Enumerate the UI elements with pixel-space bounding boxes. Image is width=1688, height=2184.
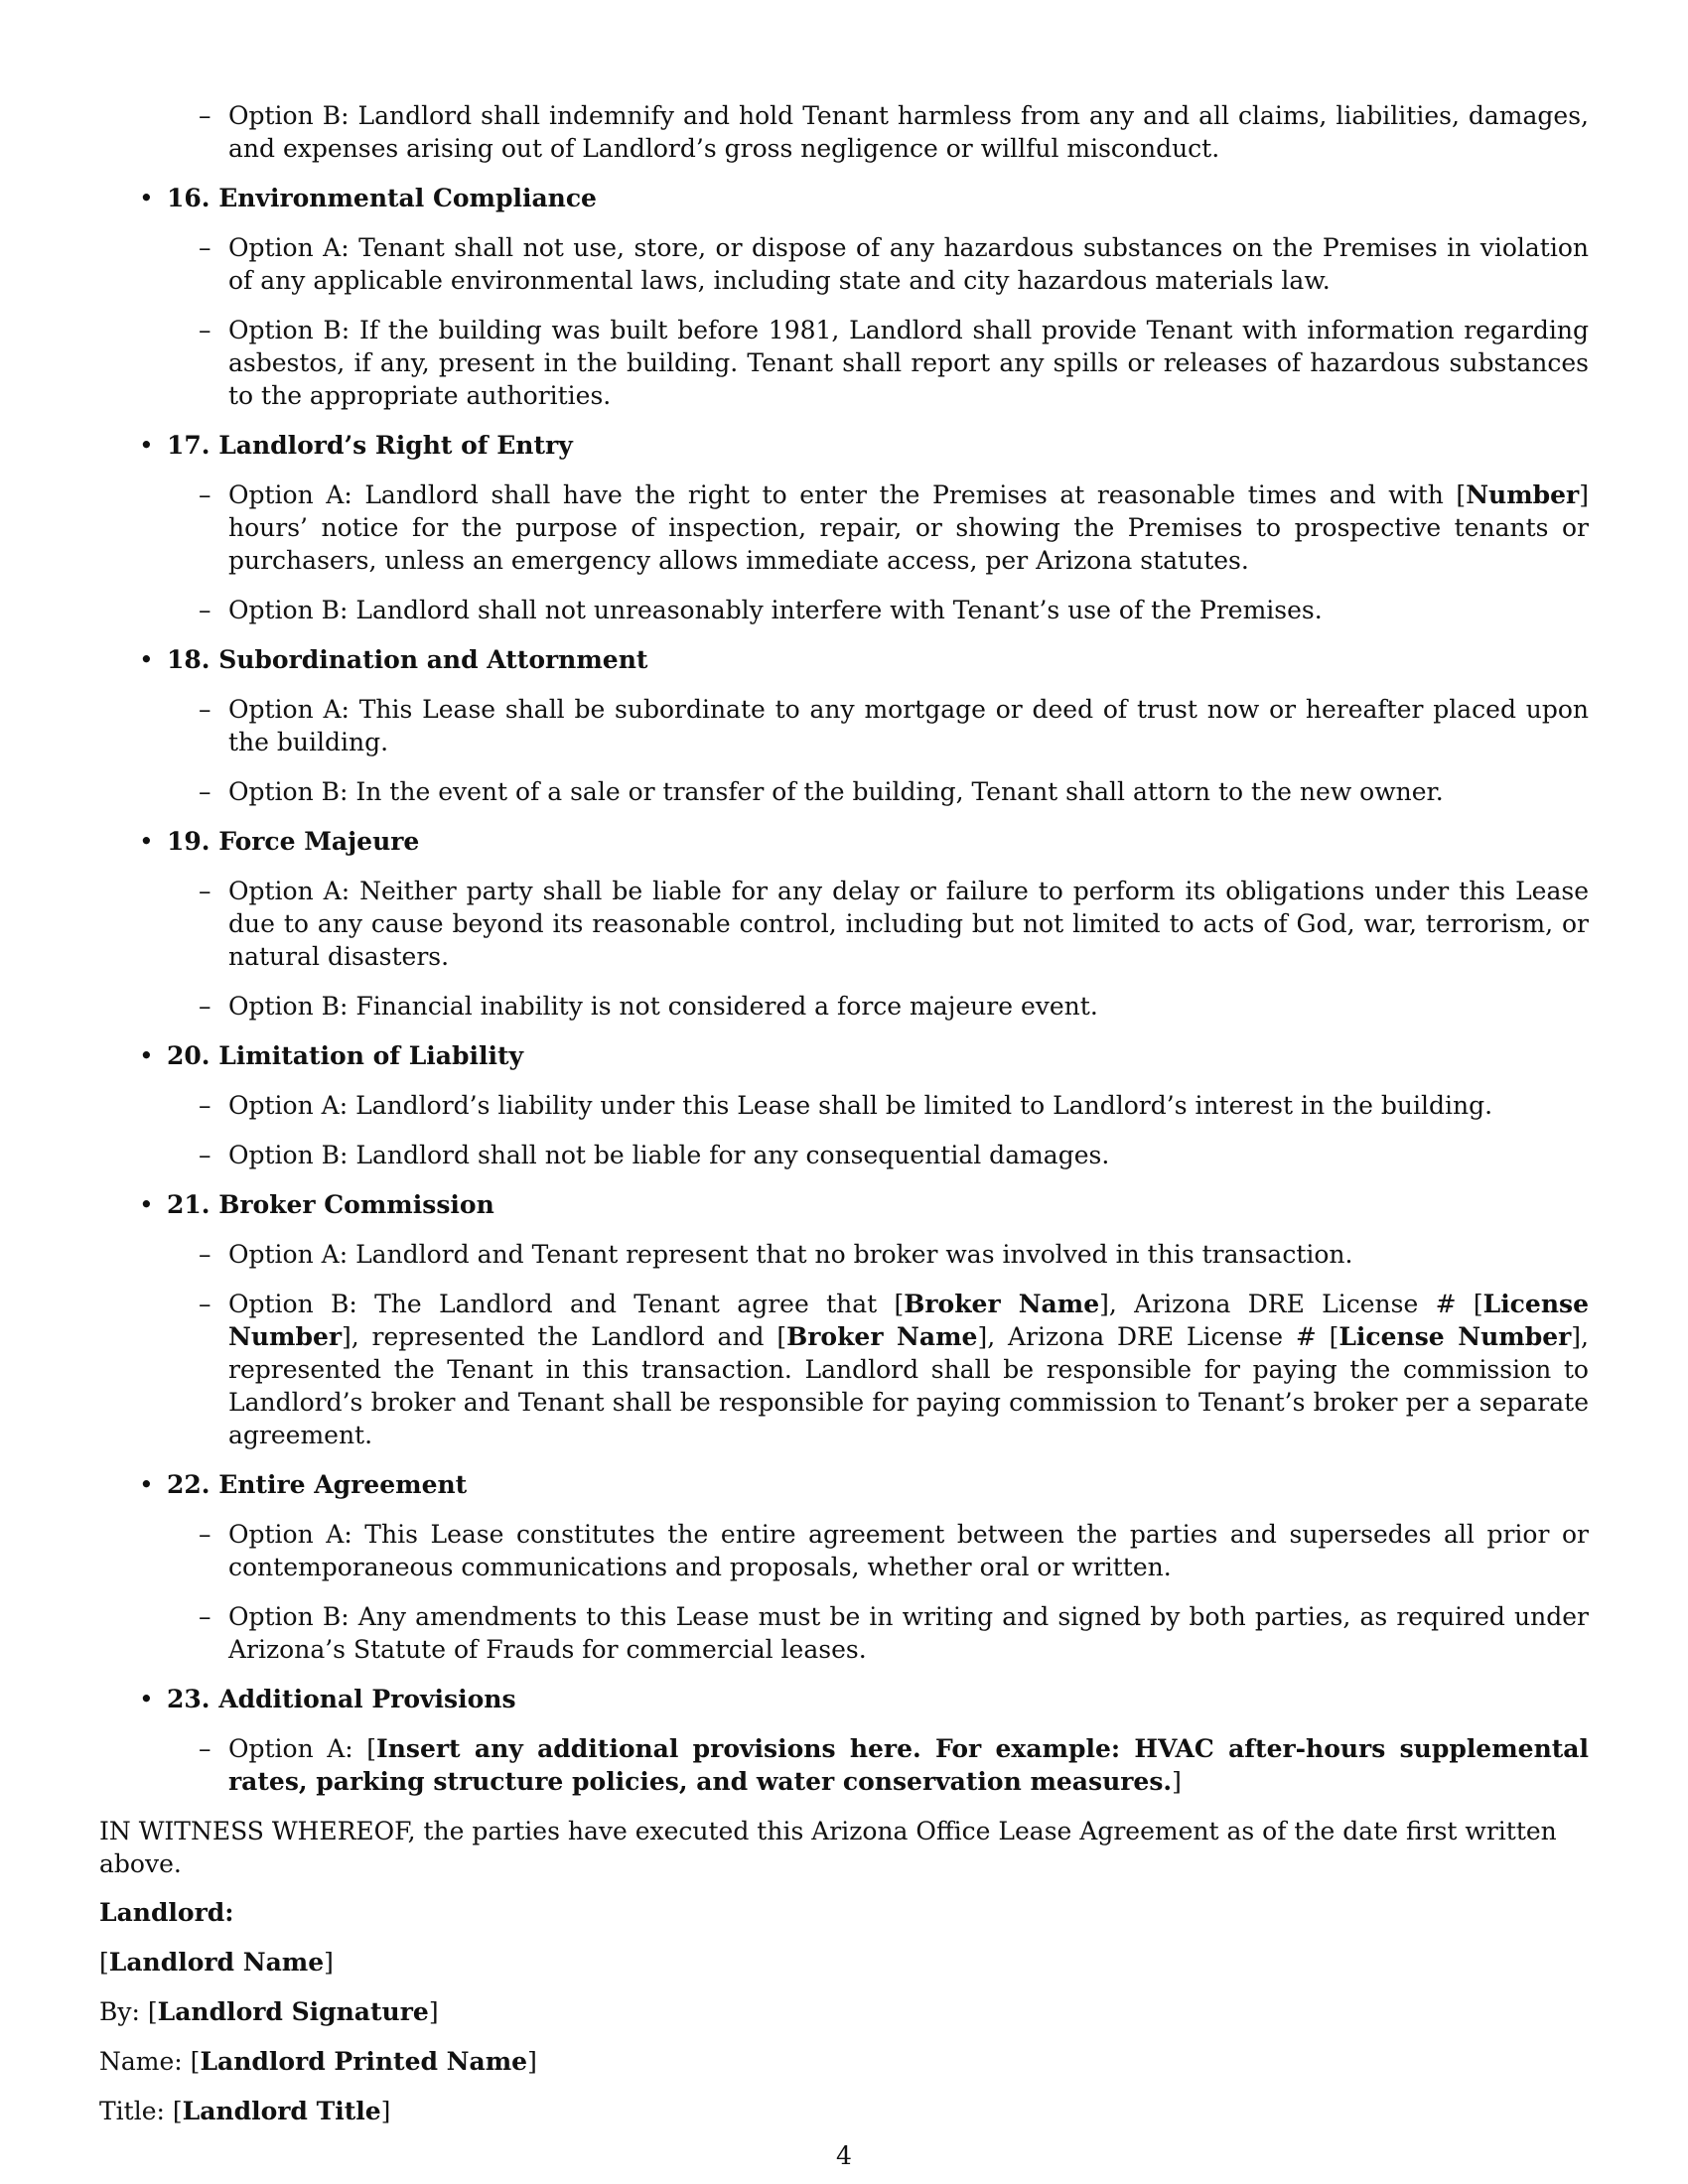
- option-text: Option B: Landlord shall not unreasonably interfere with Tenant’s use of the Premises.: [228, 596, 1323, 624]
- option-item: [199, 875, 1589, 973]
- option-item: [199, 1139, 1589, 1171]
- option-list: [167, 231, 1589, 412]
- placeholder-field: Insert any additional provisions here. For example: HVAC after-hours supplemental rates, parking structure policies, and water conservation measures.: [228, 1734, 1589, 1796]
- option-list: [167, 693, 1589, 808]
- placeholder-field: License Number: [1338, 1322, 1572, 1351]
- section-list: [99, 182, 1589, 1798]
- signature-landlord-name: [Landlord Name]: [99, 1948, 334, 1977]
- landlord-signature-placeholder: Landlord Signature: [157, 1997, 429, 2026]
- section: [139, 429, 1589, 626]
- dash-marker: –: [199, 316, 211, 344]
- option-text: ], Arizona DRE License # [: [1099, 1290, 1483, 1318]
- section-title: 21. Broker Commission: [167, 1190, 494, 1219]
- dash-marker: –: [199, 1520, 211, 1549]
- bullet-marker: •: [139, 1190, 154, 1219]
- option-item: [199, 1238, 1589, 1271]
- signature-title-line: Title: [Landlord Title]: [99, 2097, 391, 2125]
- section-title: 16. Environmental Compliance: [167, 184, 597, 212]
- option-text: Option B: Financial inability is not considered a force majeure event.: [228, 992, 1098, 1021]
- option-text: Option B: Any amendments to this Lease must be in writing and signed by both parties, as required under Arizona’s Statute of Frauds for commercial leases.: [228, 1602, 1589, 1664]
- bullet-marker: •: [139, 827, 154, 856]
- by-label: By:: [99, 1997, 140, 2026]
- option-text: Option A: Landlord’s liability under this Lease shall be limited to Landlord’s interest in the building.: [228, 1091, 1493, 1120]
- section-title: 22. Entire Agreement: [167, 1470, 468, 1499]
- option-item: [199, 478, 1589, 577]
- bullet-marker: •: [139, 184, 154, 212]
- placeholder-field: License Number: [228, 1290, 1589, 1351]
- dash-marker: –: [199, 1602, 211, 1631]
- option-item: [199, 1600, 1589, 1666]
- dash-marker: –: [199, 596, 211, 624]
- option-text: ], represented the Tenant in this transaction. Landlord shall be responsible for paying the commission to Landlord’s broker and Tenant shall be responsible for paying commission to Tenant’s broker per a separate agreement.: [228, 1322, 1589, 1449]
- section-title: 20. Limitation of Liability: [167, 1041, 524, 1070]
- option-list: [167, 875, 1589, 1023]
- section: [139, 182, 1589, 412]
- placeholder-field: Broker Name: [904, 1290, 1100, 1318]
- option-list: [167, 1518, 1589, 1666]
- signature-name-line: Name: [Landlord Printed Name]: [99, 2047, 537, 2076]
- option-text: Option A: Landlord shall have the right to enter the Premises at reasonable times and with [: [228, 480, 1467, 509]
- option-list: [167, 478, 1589, 626]
- document-page: [99, 99, 1589, 2144]
- bullet-marker: •: [139, 645, 154, 674]
- signature-by-line: By: [Landlord Signature]: [99, 1997, 439, 2026]
- option-text: Option A: [: [228, 1734, 377, 1763]
- dash-marker: –: [199, 992, 211, 1021]
- dash-marker: –: [199, 1141, 211, 1169]
- option-item: [199, 693, 1589, 758]
- option-text: Option A: Tenant shall not use, store, or dispose of any hazardous substances on the Premises in violation of any applicable environmental laws, including state and city hazardous materials law.: [228, 233, 1589, 295]
- title-label: Title:: [99, 2097, 165, 2125]
- option-item: [199, 594, 1589, 626]
- signature-party-label: Landlord:: [99, 1898, 234, 1927]
- section-title: 18. Subordination and Attornment: [167, 645, 648, 674]
- dash-marker: –: [199, 1091, 211, 1120]
- option-text: Option A: This Lease constitutes the entire agreement between the parties and supersedes all prior or contemporaneous communications and proposals, whether oral or written.: [228, 1520, 1589, 1581]
- option-item: [199, 1518, 1589, 1583]
- section: [139, 1188, 1589, 1451]
- dash-marker: –: [199, 695, 211, 724]
- dash-marker: –: [199, 777, 211, 806]
- option-list: [167, 1238, 1589, 1451]
- option-list: [167, 1732, 1589, 1798]
- option-text: Option A: Neither party shall be liable for any delay or failure to perform its obligations under this Lease due to any cause beyond its reasonable control, including but not limited to acts of God, war, terrorism, or natural disasters.: [228, 877, 1589, 971]
- bullet-marker: •: [139, 431, 154, 460]
- page-number: 4: [836, 2141, 852, 2170]
- continued-option-text: Option B: Landlord shall indemnify and hold Tenant harmless from any and all claims, liabilities, damages, and expenses arising out of Landlord’s gross negligence or willful misconduct.: [228, 101, 1589, 163]
- name-label: Name:: [99, 2047, 183, 2076]
- option-text: Option B: The Landlord and Tenant agree that [: [228, 1290, 905, 1318]
- option-item: [199, 990, 1589, 1023]
- section: [139, 1039, 1589, 1171]
- section-title: 17. Landlord’s Right of Entry: [167, 431, 573, 460]
- option-text: Option A: This Lease shall be subordinate to any mortgage or deed of trust now or hereafter placed upon the building.: [228, 695, 1589, 756]
- witness-statement: IN WITNESS WHEREOF, the parties have executed this Arizona Office Lease Agreement as of the date first written above.: [99, 1817, 1557, 1878]
- bullet-marker: •: [139, 1470, 154, 1499]
- option-text: Option A: Landlord and Tenant represent that no broker was involved in this transaction.: [228, 1240, 1353, 1269]
- dash-marker: –: [199, 480, 211, 509]
- option-text: ], Arizona DRE License # [: [977, 1322, 1339, 1351]
- dash-marker: –: [199, 1290, 211, 1318]
- option-item: [199, 1089, 1589, 1122]
- dash-marker: –: [199, 233, 211, 262]
- option-item: [199, 775, 1589, 808]
- option-text: Option B: In the event of a sale or transfer of the building, Tenant shall attorn to the new owner.: [228, 777, 1444, 806]
- section: [139, 643, 1589, 808]
- dash-marker: –: [199, 101, 211, 130]
- section: [139, 825, 1589, 1023]
- section-title: 19. Force Majeure: [167, 827, 420, 856]
- dash-marker: –: [199, 1240, 211, 1269]
- bullet-marker: •: [139, 1685, 154, 1713]
- placeholder-field: Number: [1466, 480, 1580, 509]
- option-text: ]: [1172, 1767, 1182, 1796]
- option-item: [199, 1732, 1589, 1798]
- option-text: Option B: If the building was built before 1981, Landlord shall provide Tenant with information regarding asbestos, if any, present in the building. Tenant shall report any spills or releases of hazardous substances to the appropriate authorities.: [228, 316, 1589, 410]
- section: [139, 1683, 1589, 1798]
- bullet-marker: •: [139, 1041, 154, 1070]
- option-text: Option B: Landlord shall not be liable for any consequential damages.: [228, 1141, 1110, 1169]
- landlord-name-placeholder: Landlord Name: [108, 1948, 325, 1977]
- dash-marker: –: [199, 1734, 211, 1763]
- section: [139, 1468, 1589, 1666]
- option-text: ] hours’ notice for the purpose of inspection, repair, or showing the Premises to prospective tenants or purchasers, unless an emergency allows immediate access, per Arizona statutes.: [228, 480, 1589, 575]
- option-item: [199, 1288, 1589, 1451]
- option-item: [199, 314, 1589, 412]
- landlord-title-placeholder: Landlord Title: [182, 2097, 381, 2125]
- continued-option: [199, 99, 1589, 165]
- dash-marker: –: [199, 877, 211, 905]
- placeholder-field: Broker Name: [786, 1322, 978, 1351]
- option-item: [199, 231, 1589, 297]
- option-list: [167, 1089, 1589, 1171]
- landlord-printed-name-placeholder: Landlord Printed Name: [200, 2047, 528, 2076]
- section-title: 23. Additional Provisions: [167, 1685, 516, 1713]
- option-text: ], represented the Landlord and [: [342, 1322, 787, 1351]
